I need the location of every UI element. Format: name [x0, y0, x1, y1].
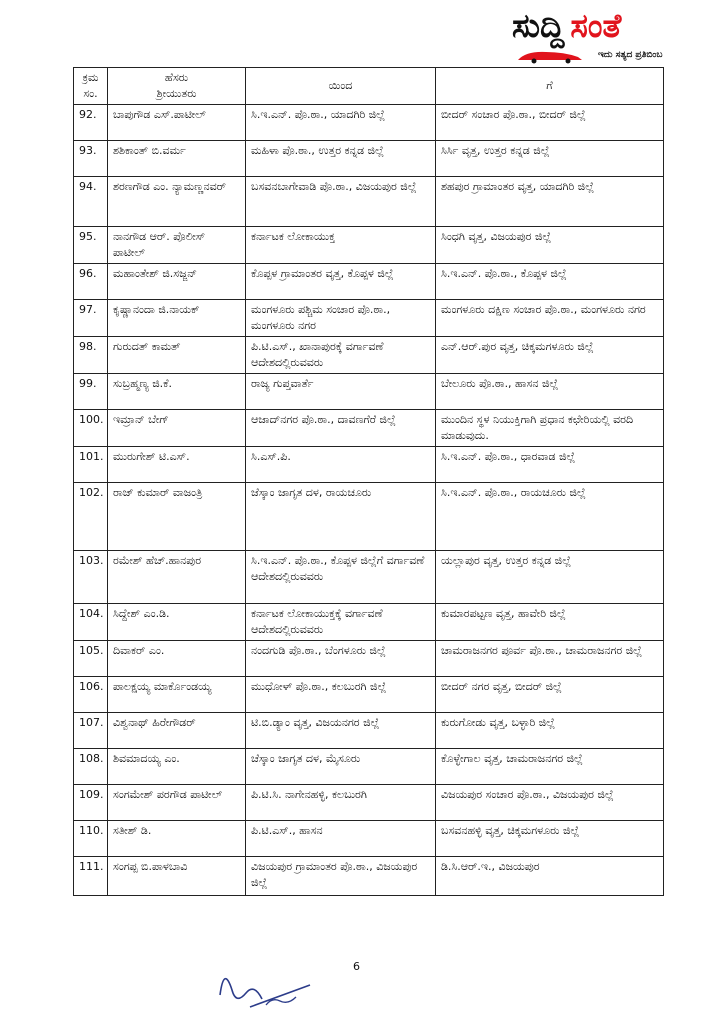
row-serial: 99. — [74, 374, 108, 410]
row-to: ಶಹಪುರ ಗ್ರಾಮಾಂತರ ವೃತ್ತ, ಯಾದಗಿರಿ ಜಿಲ್ಲೆ — [436, 177, 664, 227]
row-from: ನಂದಗುಡಿ ಪೊ.ಠಾ., ಬೆಂಗಳೂರು ಜಿಲ್ಲೆ — [246, 641, 436, 677]
table-row — [74, 447, 664, 483]
row-to: ಸಿಂಧಗಿ ವೃತ್ತ, ವಿಜಯಪುರ ಜಿಲ್ಲೆ — [436, 227, 664, 264]
row-from: ಪಿ.ಟಿ.ಸಿ. ನಾಗೇನಹಳ್ಳಿ, ಕಲಬುರಗಿ — [246, 785, 436, 821]
row-to: ಡಿ.ಸಿ.ಆರ್.ಇ., ವಿಜಯಪುರ — [436, 857, 664, 896]
row-to: ಯಲ್ಲಾಪುರ ವೃತ್ತ, ಉತ್ತರ ಕನ್ನಡ ಜಿಲ್ಲೆ — [436, 551, 664, 604]
row-serial: 103. — [74, 551, 108, 604]
column-header-serial — [74, 68, 108, 105]
row-from: ಪಿ.ಟಿ.ಎಸ್., ಹಾಸನ — [246, 821, 436, 857]
row-name: ಮುರುಗೇಶ್ ಟಿ.ಎಸ್. — [108, 447, 246, 483]
row-from: ಮಹಿಳಾ ಪೊ.ಠಾ., ಉತ್ತರ ಕನ್ನಡ ಜಿಲ್ಲೆ — [246, 141, 436, 177]
row-serial: 104. — [74, 604, 108, 641]
row-serial: 102. — [74, 483, 108, 551]
row-name: ಇಮ್ರಾನ್ ಬೇಗ್ — [108, 410, 246, 447]
row-serial: 109. — [74, 785, 108, 821]
page-number: 6 — [353, 960, 360, 973]
table-row — [74, 264, 664, 300]
table-row — [74, 713, 664, 749]
row-to: ಕೊಳ್ಳೇಗಾಲ ವೃತ್ತ, ಚಾಮರಾಜನಗರ ಜಿಲ್ಲೆ — [436, 749, 664, 785]
table-row — [74, 641, 664, 677]
column-header-from: ಯಿಂದ — [246, 68, 436, 105]
row-from: ಕೊಪ್ಪಳ ಗ್ರಾಮಾಂತರ ವೃತ್ತ, ಕೊಪ್ಪಳ ಜಿಲ್ಲೆ — [246, 264, 436, 300]
row-serial: 107. — [74, 713, 108, 749]
table-row — [74, 141, 664, 177]
row-from: ಕರ್ನಾಟಕ ಲೋಕಾಯುಕ್ತ — [246, 227, 436, 264]
table-row — [74, 857, 664, 896]
row-name: ಸುಬ್ರಹ್ಮಣ್ಯ ಜಿ.ಕೆ. — [108, 374, 246, 410]
table-row — [74, 374, 664, 410]
table-row — [74, 551, 664, 604]
row-serial: 100. — [74, 410, 108, 447]
row-to: ಸಿ.ಇ.ಎನ್. ಪೊ.ಠಾ., ರಾಯಚೂರು ಜಿಲ್ಲೆ — [436, 483, 664, 551]
table-header-row — [74, 68, 664, 105]
signature-scribble — [210, 955, 330, 1015]
row-serial: 92. — [74, 105, 108, 141]
column-header-name — [108, 68, 246, 105]
row-serial: 95. — [74, 227, 108, 264]
row-serial: 96. — [74, 264, 108, 300]
row-from: ರಾಜ್ಯ ಗುಪ್ತವಾರ್ತೆ — [246, 374, 436, 410]
row-name: ಬಾಪುಗೌಡ ಎಸ್.ಪಾಟೀಲ್ — [108, 105, 246, 141]
row-to: ಕುಮಾರಪಟ್ಟಣ ವೃತ್ತ, ಹಾವೇರಿ ಜಿಲ್ಲೆ — [436, 604, 664, 641]
row-name: ನಾನಗೌಡ ಆರ್. ಪೊಲೀಸ್ ಪಾಟೀಲ್ — [108, 227, 246, 264]
row-name: ಸಂಗಮೇಶ್ ಪರಗೌಡ ಪಾಟೀಲ್ — [108, 785, 246, 821]
row-name: ಶಿವಮಾದಯ್ಯ ಎಂ. — [108, 749, 246, 785]
row-to: ಬೇಲೂರು ಪೊ.ಠಾ., ಹಾಸನ ಜಿಲ್ಲೆ — [436, 374, 664, 410]
logo-tagline: ಇದು ಸತ್ಯದ ಪ್ರತಿಬಿಂಬ — [598, 50, 663, 60]
row-serial: 111. — [74, 857, 108, 896]
row-name: ಶಶಿಕಾಂತ್ ಬಿ.ವರ್ಮ — [108, 141, 246, 177]
row-name: ಮಹಾಂತೇಶ್ ಜಿ.ಸಜ್ಜನ್ — [108, 264, 246, 300]
row-from: ಪಿ.ಟಿ.ಎಸ್., ಖಾನಾಪುರಕ್ಕೆ ವರ್ಗಾವಣೆ ಆದೇಶದಲ್ಲಿರುವವರು — [246, 337, 436, 374]
row-from: ಜೆಸ್ಕಾಂ ಜಾಗೃತ ದಳ, ರಾಯಚೂರು — [246, 483, 436, 551]
brand-logo — [512, 6, 712, 68]
row-to: ಎನ್.ಆರ್.ಪುರ ವೃತ್ತ, ಚಿಕ್ಕಮಗಳೂರು ಜಿಲ್ಲೆ — [436, 337, 664, 374]
row-name: ರಮೇಶ್ ಹೆಚ್.ಹಾನಪುರ — [108, 551, 246, 604]
logo-word-2: ಸಂತೆ — [570, 6, 622, 45]
table-row — [74, 410, 664, 447]
row-from: ಚೆಸ್ಕಾಂ ಜಾಗೃತ ದಳ, ಮೈಸೂರು — [246, 749, 436, 785]
row-serial: 94. — [74, 177, 108, 227]
row-name: ಶರಣಗೌಡ ಎಂ. ನ್ಯಾಮಣ್ಣನವರ್ — [108, 177, 246, 227]
table-row — [74, 105, 664, 141]
row-to: ಸಿ.ಇ.ಎನ್. ಪೊ.ಠಾ., ಕೊಪ್ಪಳ ಜಿಲ್ಲೆ — [436, 264, 664, 300]
row-name: ವಿಶ್ವನಾಥ್ ಹಿರೇಗೌಡರ್ — [108, 713, 246, 749]
row-from: ಸಿ.ಇ.ಎನ್. ಪೊ.ಠಾ., ಕೊಪ್ಪಳ ಜಿಲ್ಲೆಗೆ ವರ್ಗಾವಣೆ ಆದೇಶದಲ್ಲಿರುವವರು — [246, 551, 436, 604]
row-name: ಪಾಲಕ್ಷಯ್ಯ ಮಾರ್ಕೊಂಡಯ್ಯ — [108, 677, 246, 713]
table-row — [74, 227, 664, 264]
table-row — [74, 821, 664, 857]
row-to: ಸಿರ್ಸಿ ವೃತ್ತ, ಉತ್ತರ ಕನ್ನಡ ಜಿಲ್ಲೆ — [436, 141, 664, 177]
table-row — [74, 337, 664, 374]
logo-word-1: ಸುದ್ದಿ — [512, 6, 565, 45]
row-serial: 105. — [74, 641, 108, 677]
row-to: ಮುಂದಿನ ಸ್ಥಳ ನಿಯುಕ್ತಿಗಾಗಿ ಪ್ರಧಾನ ಕಛೇರಿಯಲ್ಲಿ ವರದಿ ಮಾಡುವುದು. — [436, 410, 664, 447]
row-name: ಗುರುದತ್ ಕಾಮತ್ — [108, 337, 246, 374]
row-to: ಕುರುಗೋಡು ವೃತ್ತ, ಬಳ್ಳಾರಿ ಜಿಲ್ಲೆ — [436, 713, 664, 749]
row-to: ಮಂಗಳೂರು ದಕ್ಷಿಣ ಸಂಚಾರ ಪೊ.ಠಾ., ಮಂಗಳೂರು ನಗರ — [436, 300, 664, 337]
row-name: ದಿವಾಕರ್ ಎಂ. — [108, 641, 246, 677]
row-serial: 110. — [74, 821, 108, 857]
row-to: ಬೀದರ್ ಸಂಚಾರ ಪೊ.ಠಾ., ಬೀದರ್ ಜಿಲ್ಲೆ — [436, 105, 664, 141]
row-to: ಬೀದರ್ ನಗರ ವೃತ್ತ, ಬೀದರ್ ಜಿಲ್ಲೆ — [436, 677, 664, 713]
row-serial: 108. — [74, 749, 108, 785]
row-to: ಚಾಮರಾಜನಗರ ಪೂರ್ವ ಪೊ.ಠಾ., ಚಾಮರಾಜನಗರ ಜಿಲ್ಲೆ — [436, 641, 664, 677]
header-serial-line1: ಕ್ರಮ — [82, 71, 99, 84]
row-from: ಆಜಾದ್‌ನಗರ ಪೊ.ಠಾ., ದಾವಣಗೆರೆ ಜಿಲ್ಲೆ — [246, 410, 436, 447]
table-row — [74, 749, 664, 785]
row-serial: 97. — [74, 300, 108, 337]
row-name: ಸಿದ್ದೇಶ್ ಎಂ.ಡಿ. — [108, 604, 246, 641]
header-name-line1: ಹೆಸರು — [164, 71, 189, 84]
row-to: ಬಸವನಹಳ್ಳಿ ವೃತ್ತ, ಚಿಕ್ಕಮಗಳೂರು ಜಿಲ್ಲೆ — [436, 821, 664, 857]
table-row — [74, 785, 664, 821]
row-from: ಮಂಗಳೂರು ಪಶ್ಚಿಮ ಸಂಚಾರ ಪೊ.ಠಾ., ಮಂಗಳೂರು ನಗರ — [246, 300, 436, 337]
row-name: ಸತೀಶ್ ಡಿ. — [108, 821, 246, 857]
row-serial: 106. — [74, 677, 108, 713]
column-header-to: ಗೆ — [436, 68, 664, 105]
row-to: ಸಿ.ಇ.ಎನ್. ಪೊ.ಠಾ., ಧಾರವಾಡ ಜಿಲ್ಲೆ — [436, 447, 664, 483]
row-from: ಟಿ.ಬಿ.ಡ್ಯಾಂ ವೃತ್ತ, ವಿಜಯನಗರ ಜಿಲ್ಲೆ — [246, 713, 436, 749]
car-icon — [516, 46, 586, 64]
header-name-line2: ಶ್ರೀಯುತರು — [156, 87, 197, 100]
row-serial: 93. — [74, 141, 108, 177]
table-row — [74, 177, 664, 227]
row-name: ಸಂಗಪ್ಪ ಬಿ.ಪಾಳಬಾವಿ — [108, 857, 246, 896]
table-row — [74, 677, 664, 713]
table-row — [74, 604, 664, 641]
table-row — [74, 300, 664, 337]
row-name: ರಾಜ್ ಕುಮಾರ್ ವಾಜಂತ್ರಿ — [108, 483, 246, 551]
row-serial: 98. — [74, 337, 108, 374]
header-serial-line2: ಸಂ. — [83, 87, 98, 100]
row-serial: 101. — [74, 447, 108, 483]
row-from: ಮುಧೋಳ್ ಪೊ.ಠಾ., ಕಲಬುರಗಿ ಜಿಲ್ಲೆ — [246, 677, 436, 713]
row-from: ಸಿ.ಇ.ಎನ್. ಪೊ.ಠಾ., ಯಾದಗಿರಿ ಜಿಲ್ಲೆ — [246, 105, 436, 141]
row-from: ಸಿ.ಎಸ್.ಪಿ. — [246, 447, 436, 483]
row-name: ಕೃಷ್ಣಾನಂದಾ ಜಿ.ನಾಯಕ್ — [108, 300, 246, 337]
transfer-table — [73, 67, 664, 896]
logo-title — [512, 6, 621, 46]
row-from: ಬಸವನಬಾಗೇವಾಡಿ ಪೊ.ಠಾ., ವಿಜಯಪುರ ಜಿಲ್ಲೆ — [246, 177, 436, 227]
row-to: ವಿಜಯಪುರ ಸಂಚಾರ ಪೊ.ಠಾ., ವಿಜಯಪುರ ಜಿಲ್ಲೆ — [436, 785, 664, 821]
row-from: ವಿಜಯಪುರ ಗ್ರಾಮಾಂತರ ಪೊ.ಠಾ., ವಿಜಯಪುರ ಜಿಲ್ಲೆ — [246, 857, 436, 896]
table-row — [74, 483, 664, 551]
row-from: ಕರ್ನಾಟಕ ಲೋಕಾಯುಕ್ತಕ್ಕೆ ವರ್ಗಾವಣೆ ಆದೇಶದಲ್ಲಿರುವವರು — [246, 604, 436, 641]
